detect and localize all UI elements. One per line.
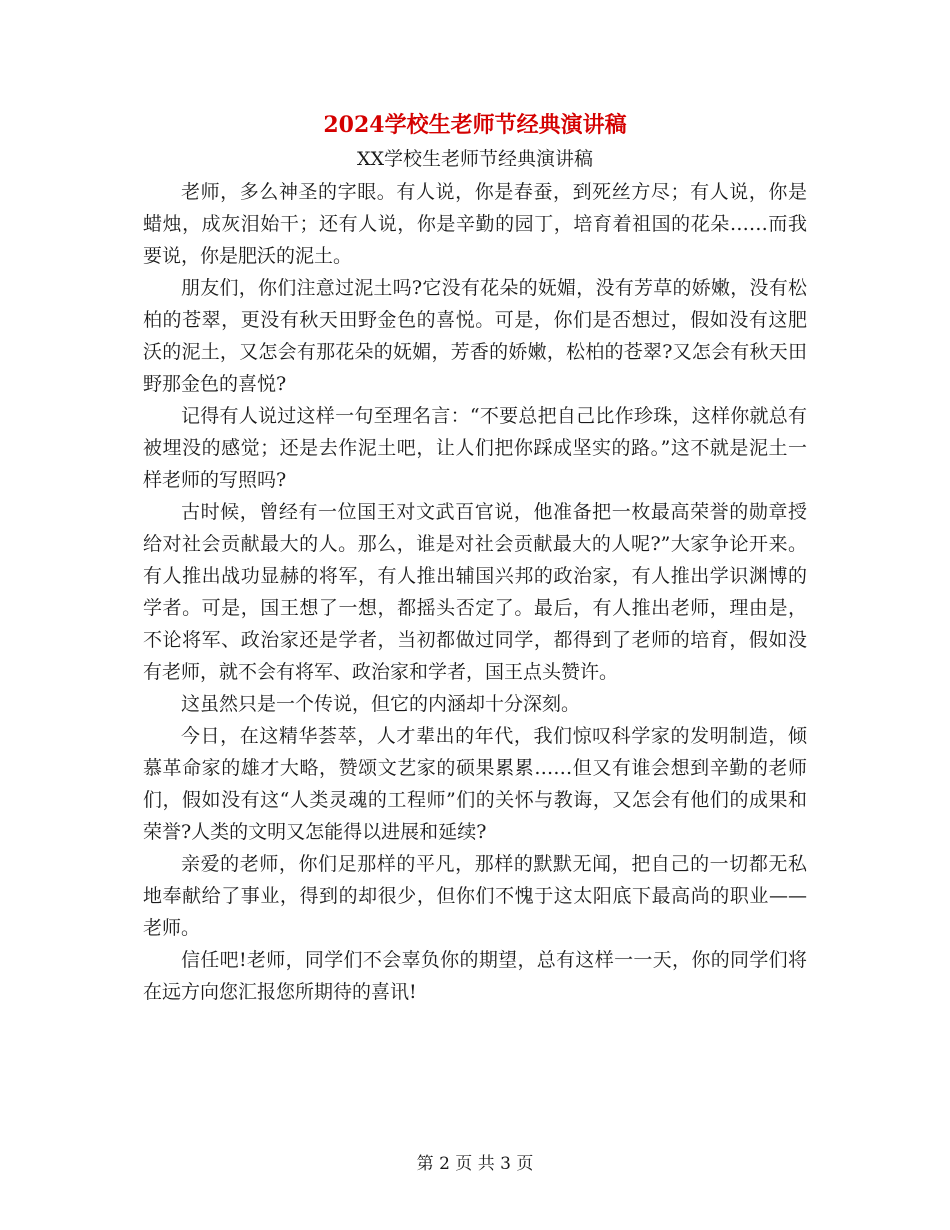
paragraph: 信任吧!老师，同学们不会辜负你的期望，总有这样一一天，你的同学们将在远方向您汇报您所期待的喜讯!	[143, 949, 807, 1003]
document-body	[143, 176, 807, 1008]
page-number-footer: 第 2 页 共 3 页	[416, 1154, 534, 1174]
paragraph: 亲爱的老师，你们足那样的平凡，那样的默默无闻，把自己的一切都无私地奉献给了事业，得到的却很少，但你们不愧于这太阳底下最高尚的职业——老师。	[143, 853, 807, 939]
paragraph: 老师，多么神圣的字眼。有人说，你是春蚕，到死丝方尽；有人说，你是蜡烛，成灰泪始干；还有人说，你是辛勤的园丁，培育着祖国的花朵……而我要说，你是肥沃的泥土。	[143, 181, 807, 267]
paragraph: 记得有人说过这样一句至理名言：“不要总把自己比作珍珠，这样你就总有被埋没的感觉；还是去作泥土吧，让人们把你踩成坚实的路。”这不就是泥土一样老师的写照吗?	[143, 405, 807, 491]
document-page	[143, 108, 807, 1008]
paragraph: 这虽然只是一个传说，但它的内涵却十分深刻。	[181, 693, 581, 715]
paragraph: 古时候，曾经有一位国王对文武百官说，他准备把一枚最高荣誉的勋章授给对社会贡献最大的人。那么，谁是对社会贡献最大的人呢?”大家争论开来。有人推出战功显赫的将军，有人推出辅国兴邦的政治家，有人推出学识渊博的学者。可是，国王想了一想，都摇头否定了。最后，有人推出老师，理由是，不论将军、政治家还是学者，当初都做过同学，都得到了老师的培育，假如没有老师，就不会有将军、政治家和学者，国王点头赞许。	[143, 501, 807, 683]
document-title: 2024学校生老师节经典演讲稿	[323, 112, 627, 138]
document-subtitle: XX学校生老师节经典演讲稿	[356, 148, 594, 170]
paragraph: 今日，在这精华荟萃，人才辈出的年代，我们惊叹科学家的发明制造，倾慕革命家的雄才大略，赞颂文艺家的硕果累累……但又有谁会想到辛勤的老师们，假如没有这“人类灵魂的工程师”们的关怀与教诲，又怎会有他们的成果和荣誉?人类的文明又怎能得以进展和延续?	[143, 725, 807, 843]
paragraph: 朋友们，你们注意过泥土吗?它没有花朵的妩媚，没有芳草的娇嫩，没有松柏的苍翠，更没有秋天田野金色的喜悦。可是，你们是否想过，假如没有这肥沃的泥土，又怎会有那花朵的妩媚，芳香的娇嫩，松柏的苍翠?又怎会有秋天田野那金色的喜悦?	[143, 277, 807, 395]
